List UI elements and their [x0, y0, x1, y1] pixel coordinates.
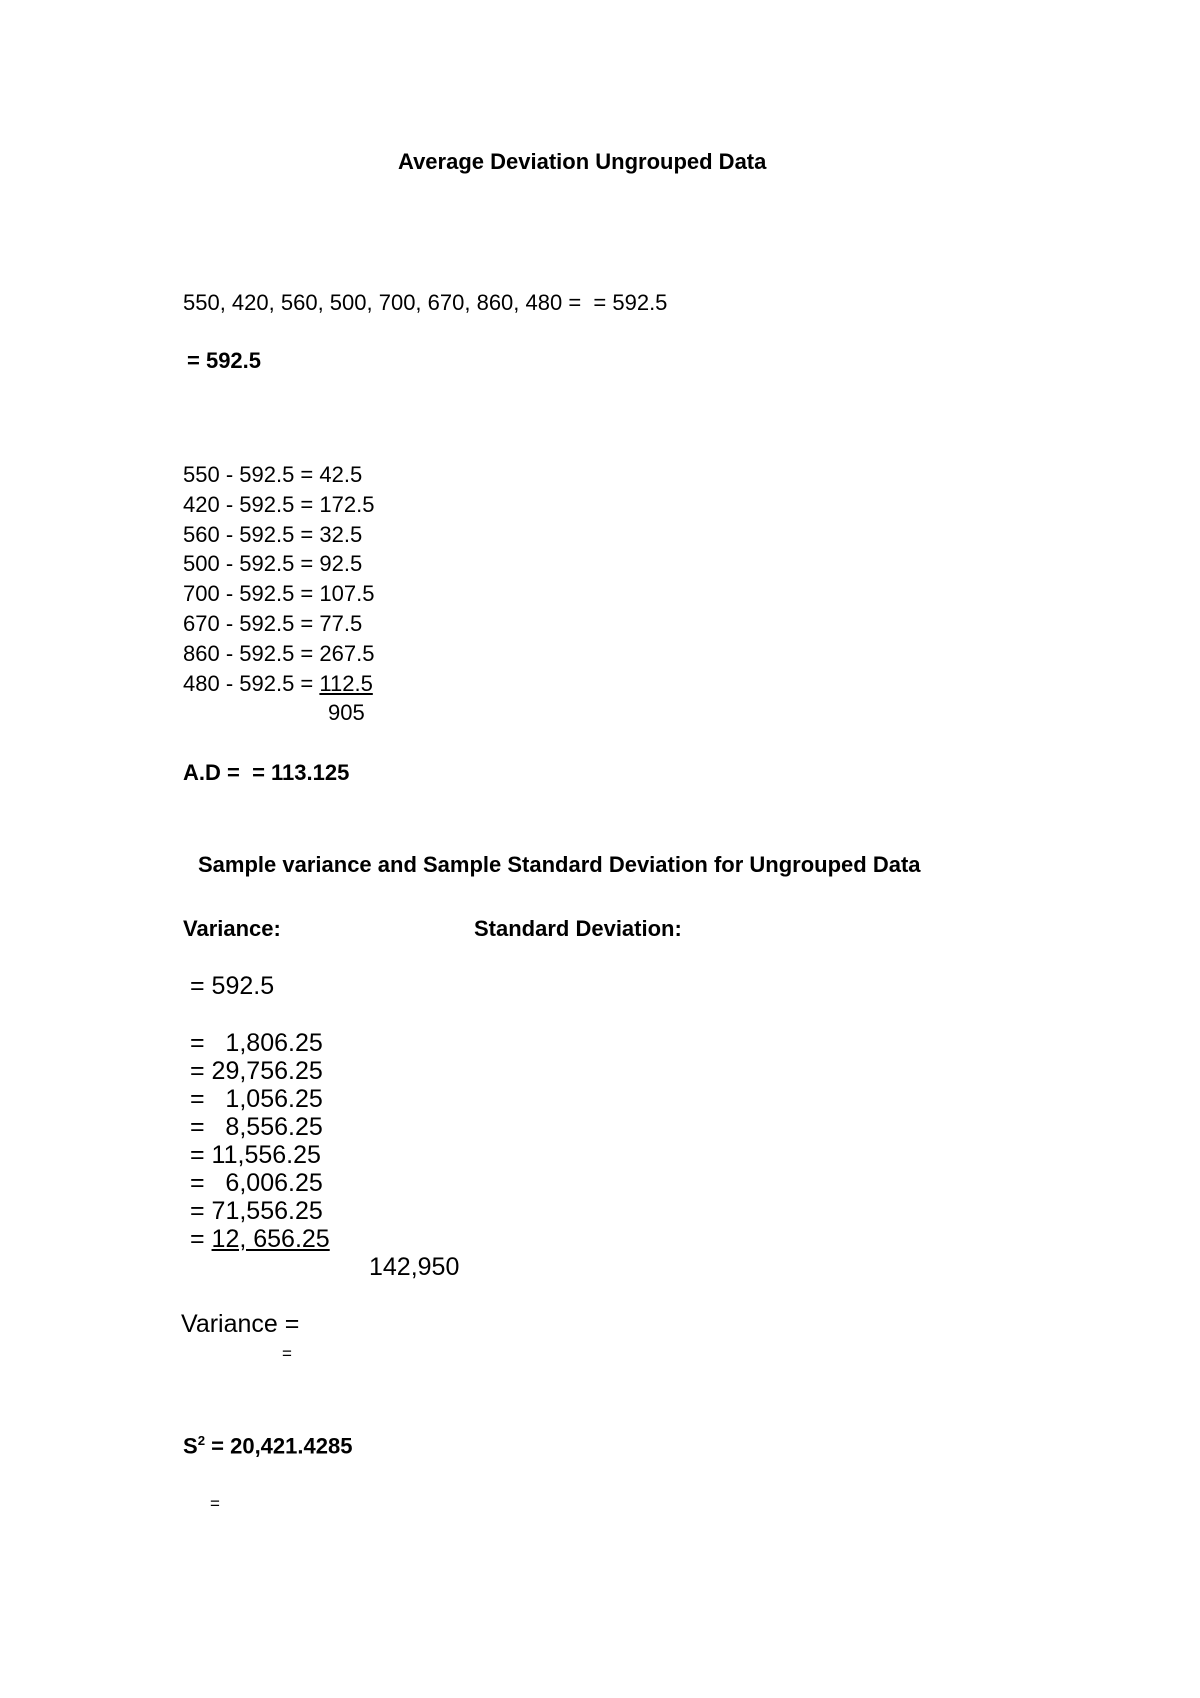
- squared-row: = 6,006.25: [190, 1169, 323, 1197]
- variance-label: Variance =: [181, 1310, 300, 1338]
- deviation-sum: 905: [328, 700, 365, 725]
- s-symbol: S: [183, 1433, 198, 1459]
- section-title-variance: Sample variance and Sample Standard Deviation for Ungrouped Data: [198, 852, 921, 877]
- squared-last-value: 12, 656.25: [211, 1225, 330, 1253]
- deviation-row: 860 - 592.5 = 267.5: [183, 641, 375, 666]
- deviation-row-last: [183, 671, 373, 697]
- deviation-row: 560 - 592.5 = 32.5: [183, 522, 363, 547]
- squared-sum: 142,950: [369, 1253, 460, 1281]
- squared-row: = 71,556.25: [190, 1197, 323, 1225]
- data-values-line: 550, 420, 560, 500, 700, 670, 860, 480 = = 592.5: [183, 290, 668, 315]
- standard-deviation-heading: Standard Deviation:: [474, 916, 682, 941]
- variance-heading: Variance:: [183, 916, 281, 941]
- equals-sign: =: [282, 1344, 292, 1363]
- deviation-row: 420 - 592.5 = 172.5: [183, 492, 375, 517]
- squared-row: = 1,806.25: [190, 1029, 323, 1057]
- squared-row: = 29,756.25: [190, 1057, 323, 1085]
- squared-row: = 1,056.25: [190, 1085, 323, 1113]
- s2-value: = 20,421.4285: [205, 1433, 353, 1459]
- deviation-row: 670 - 592.5 = 77.5: [183, 611, 363, 636]
- deviation-row: 500 - 592.5 = 92.5: [183, 551, 363, 576]
- deviation-last-value: 112.5: [319, 671, 373, 696]
- deviation-row: 550 - 592.5 = 42.5: [183, 462, 363, 487]
- deviation-row: 700 - 592.5 = 107.5: [183, 581, 375, 606]
- equals-sign: =: [210, 1494, 220, 1513]
- deviation-prefix: 480 - 592.5 =: [183, 671, 320, 696]
- s-superscript: 2: [197, 1433, 206, 1448]
- variance-mean: = 592.5: [190, 972, 275, 1000]
- squared-row-last: [190, 1225, 330, 1254]
- squared-row: = 8,556.25: [190, 1113, 323, 1141]
- sample-variance-result: [183, 1433, 352, 1459]
- page-title-average-deviation: Average Deviation Ungrouped Data: [398, 149, 767, 174]
- squared-row: = 11,556.25: [190, 1141, 321, 1169]
- average-deviation-result: A.D = = 113.125: [183, 760, 350, 785]
- squared-prefix: =: [190, 1225, 212, 1253]
- mean-result: = 592.5: [187, 348, 262, 373]
